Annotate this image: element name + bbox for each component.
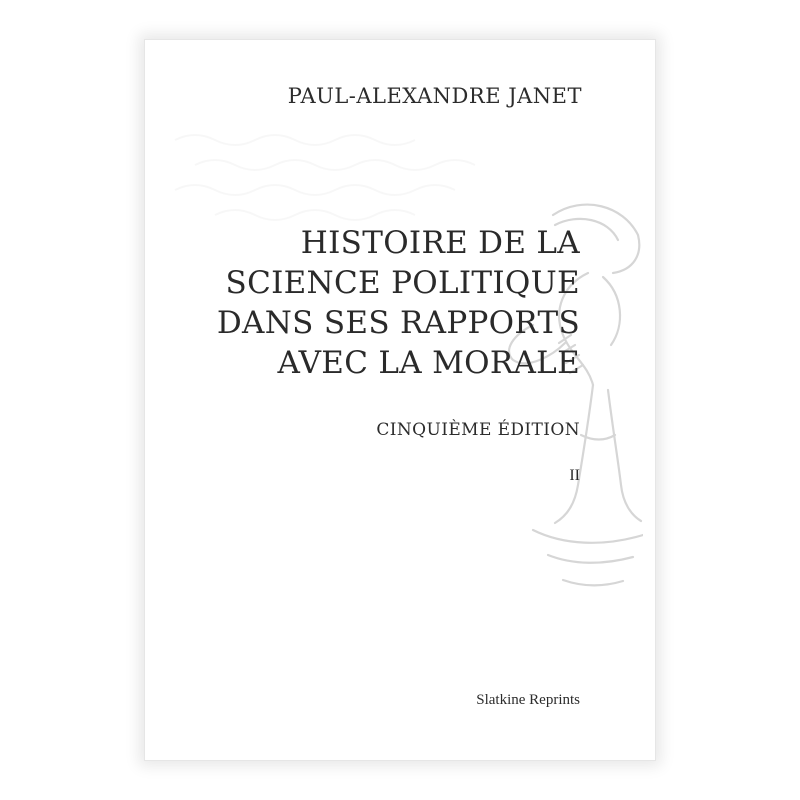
edition-label: CINQUIÈME ÉDITION [376,420,580,440]
title-line-4: AVEC LA MORALE [277,345,580,381]
title-line-3: DANS SES RAPPORTS [216,305,580,341]
title-line-1: HISTOIRE DE LA [300,225,580,261]
author-name: PAUL-ALEXANDRE JANET [287,84,582,108]
book-title [217,223,580,383]
title-line-2: SCIENCE POLITIQUE [225,265,580,301]
volume-number: II [569,467,580,484]
book-cover [145,40,655,760]
publisher-name: Slatkine Reprints [476,692,580,708]
